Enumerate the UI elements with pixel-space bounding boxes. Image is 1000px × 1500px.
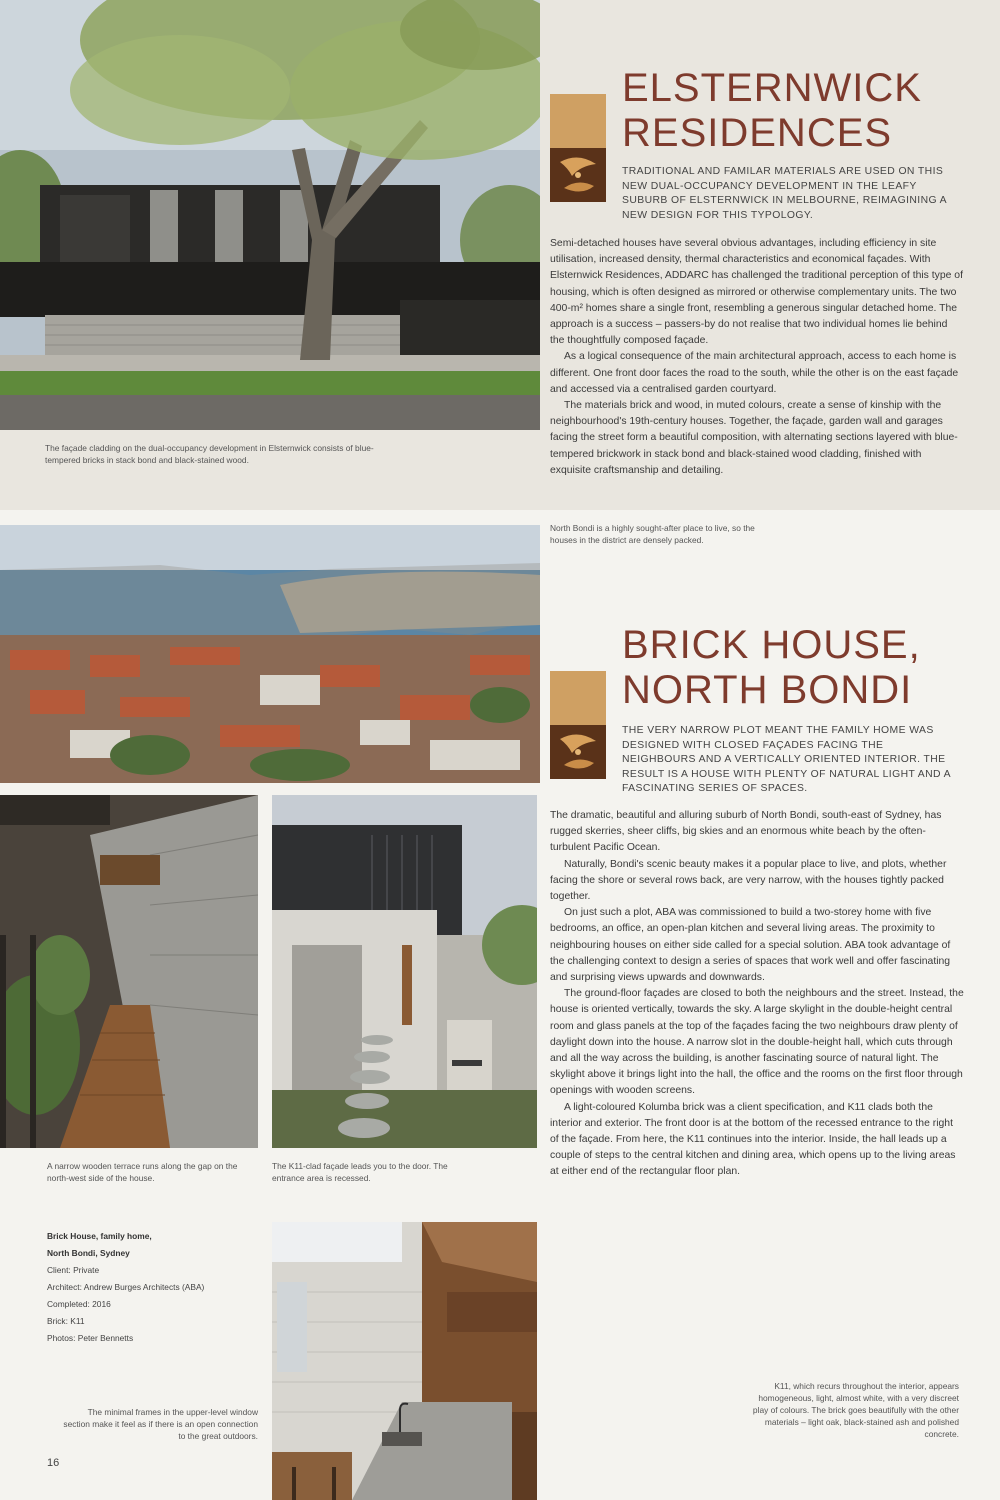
bondi-paragraph: The dramatic, beautiful and alluring suburb of North Bondi, south-east of Sydney, has rugged skerries, sheer cliffs, big skies and an enormous white beach by the often-turbulent Pacific Ocean. (550, 810, 942, 854)
elsternwick-body (550, 236, 964, 479)
boomerang-ornament-icon (550, 148, 606, 202)
elsternwick-title-line1: ELSTERNWICK (622, 66, 922, 110)
decorative-tile-light (550, 671, 606, 725)
bondi-paragraph: On just such a plot, ABA was commissioned to build a two-storey home with five bedrooms, an office, an open-plan kitchen and several living areas. The proximity to neighbouring houses on either side called for a special solution. ABA took advantage of the challenging context to design a series of spaces that work well and offer fascinating and surprising views upwards and downwards. (550, 907, 951, 984)
elsternwick-paragraph: As a logical consequence of the main architectural approach, access to each home is different. One front door faces the road to the south, while the other is on the east façade and accessed via a centralised garden courtyard. (550, 351, 959, 395)
bondi-view-caption: North Bondi is a highly sought-after place to live, so the houses in the district are densely packed. (550, 523, 755, 545)
boomerang-ornament-icon (550, 725, 606, 779)
credits-project-name: Brick House, family home, (47, 1231, 152, 1241)
bondi-intro: THE VERY NARROW PLOT MEANT THE FAMILY HOME WAS DESIGNED WITH CLOSED FAÇADES FACING THE NEIGHBOURS AND A VERTICALLY ORIENTED INTERIOR. THE RESULT IS A HOUSE WITH PLENTY OF NATURAL LIGHT AND A FASCINATING SERIES OF SPACES. (622, 725, 951, 795)
page-number: 16 (47, 1457, 60, 1469)
interior-caption: K11, which recurs throughout the interior, appears homogeneous, light, almost white, with a very discreet play of colours. The brick goes beautifully with the other materials – light oak, black-stained ash and polished concrete. (752, 1381, 959, 1439)
credits-architect: Architect: Andrew Burges Architects (ABA) (47, 1282, 205, 1292)
credits-brick: Brick: K11 (47, 1316, 85, 1326)
north-bondi-aerial-photo (0, 525, 540, 783)
elsternwick-facade-photo (0, 0, 540, 430)
elsternwick-paragraph: Semi-detached houses have several obvious advantages, including efficiency in site utilisation, increased density, thermal characteristics and economical façades. With Elsternwick Residences, ADDARC has challenged the traditional perception of this type of housing, which is often designed as mirrored or otherwise complementary units. The two 400-m² homes share a single front, resembling a generous singular detached home. The approach is a success – passers-by do not realise that two individual homes lie behind the thoughtfully composed façade. (550, 238, 963, 347)
project-credits (47, 1228, 257, 1347)
credits-project-location: North Bondi, Sydney (47, 1248, 130, 1258)
bondi-paragraph: A light-coloured Kolumba brick was a client specification, and K11 clads both the interior and exterior. The front door is at the bottom of the recessed entrance to the right of the façade. From here, the K11 continues into the interior. Inside, the hall leads up a couple of steps to the central kitchen and dining area, which opens up to the living areas at either end of the rectangular floor plan. (550, 1101, 956, 1178)
bondi-paragraph: The ground-floor façades are closed to both the neighbours and the street. Instead, the house is oriented vertically, towards the sky. A large skylight in the double-height central room and glass panels at the top of the façades facing the two neighbours draw plenty of daylight down into the house. A narrow slot in the double-height hall, which cuts through and all the way across the building, is another fascinating source of natural light. The skylight above it brings light into the hall, the office and the rooms on the first floor through openings with wooden screens. (550, 988, 964, 1097)
elsternwick-title-line2: RESIDENCES (622, 111, 893, 155)
elsternwick-intro: TRADITIONAL AND FAMILAR MATERIALS ARE USED ON THIS NEW DUAL-OCCUPANCY DEVELOPMENT IN THE LEAFY SUBURB OF ELSTERNWICK IN MELBOURNE, REIMAGINING A NEW DESIGN FOR THIS TYPOLOGY. (622, 166, 947, 221)
decorative-tile-light (550, 94, 606, 148)
terrace-caption: A narrow wooden terrace runs along the gap on the north-west side of the house. (47, 1161, 238, 1183)
credits-completed: Completed: 2016 (47, 1299, 111, 1309)
wooden-terrace-photo (0, 795, 258, 1148)
bondi-paragraph: Naturally, Bondi's scenic beauty makes it a popular place to live, and plots, whether facing the shore or several rows back, are very narrow, with the houses tightly packed together. (550, 858, 947, 903)
facade-caption: The K11-clad façade leads you to the door. The entrance area is recessed. (272, 1161, 448, 1183)
elsternwick-photo-caption: The façade cladding on the dual-occupancy development in Elsternwick consists of blue-tempered bricks in stack bond and black-stained wood. (45, 443, 374, 465)
elsternwick-paragraph: The materials brick and wood, in muted colours, create a sense of kinship with the neighbourhood's 19th-century houses. Together, the façade, garden wall and garages facing the street form a beautiful composition, with alternating sections layered with blue-tempered brickwork in stack bond and black-stained wood cladding, finished with exquisite craftsmanship and detailing. (550, 400, 958, 476)
bondi-body (550, 808, 964, 1181)
bondi-title-line1: BRICK HOUSE, (622, 623, 921, 667)
window-caption: The minimal frames in the upper-level window section make it feel as if there is an open connection to the great outdoors. (63, 1407, 258, 1441)
credits-client: Client: Private (47, 1265, 100, 1275)
bondi-title-line2: NORTH BONDI (622, 668, 913, 712)
kitchen-interior-photo (272, 1222, 537, 1500)
credits-photos: Photos: Peter Bennetts (47, 1333, 134, 1343)
k11-facade-entrance-photo (272, 795, 537, 1148)
